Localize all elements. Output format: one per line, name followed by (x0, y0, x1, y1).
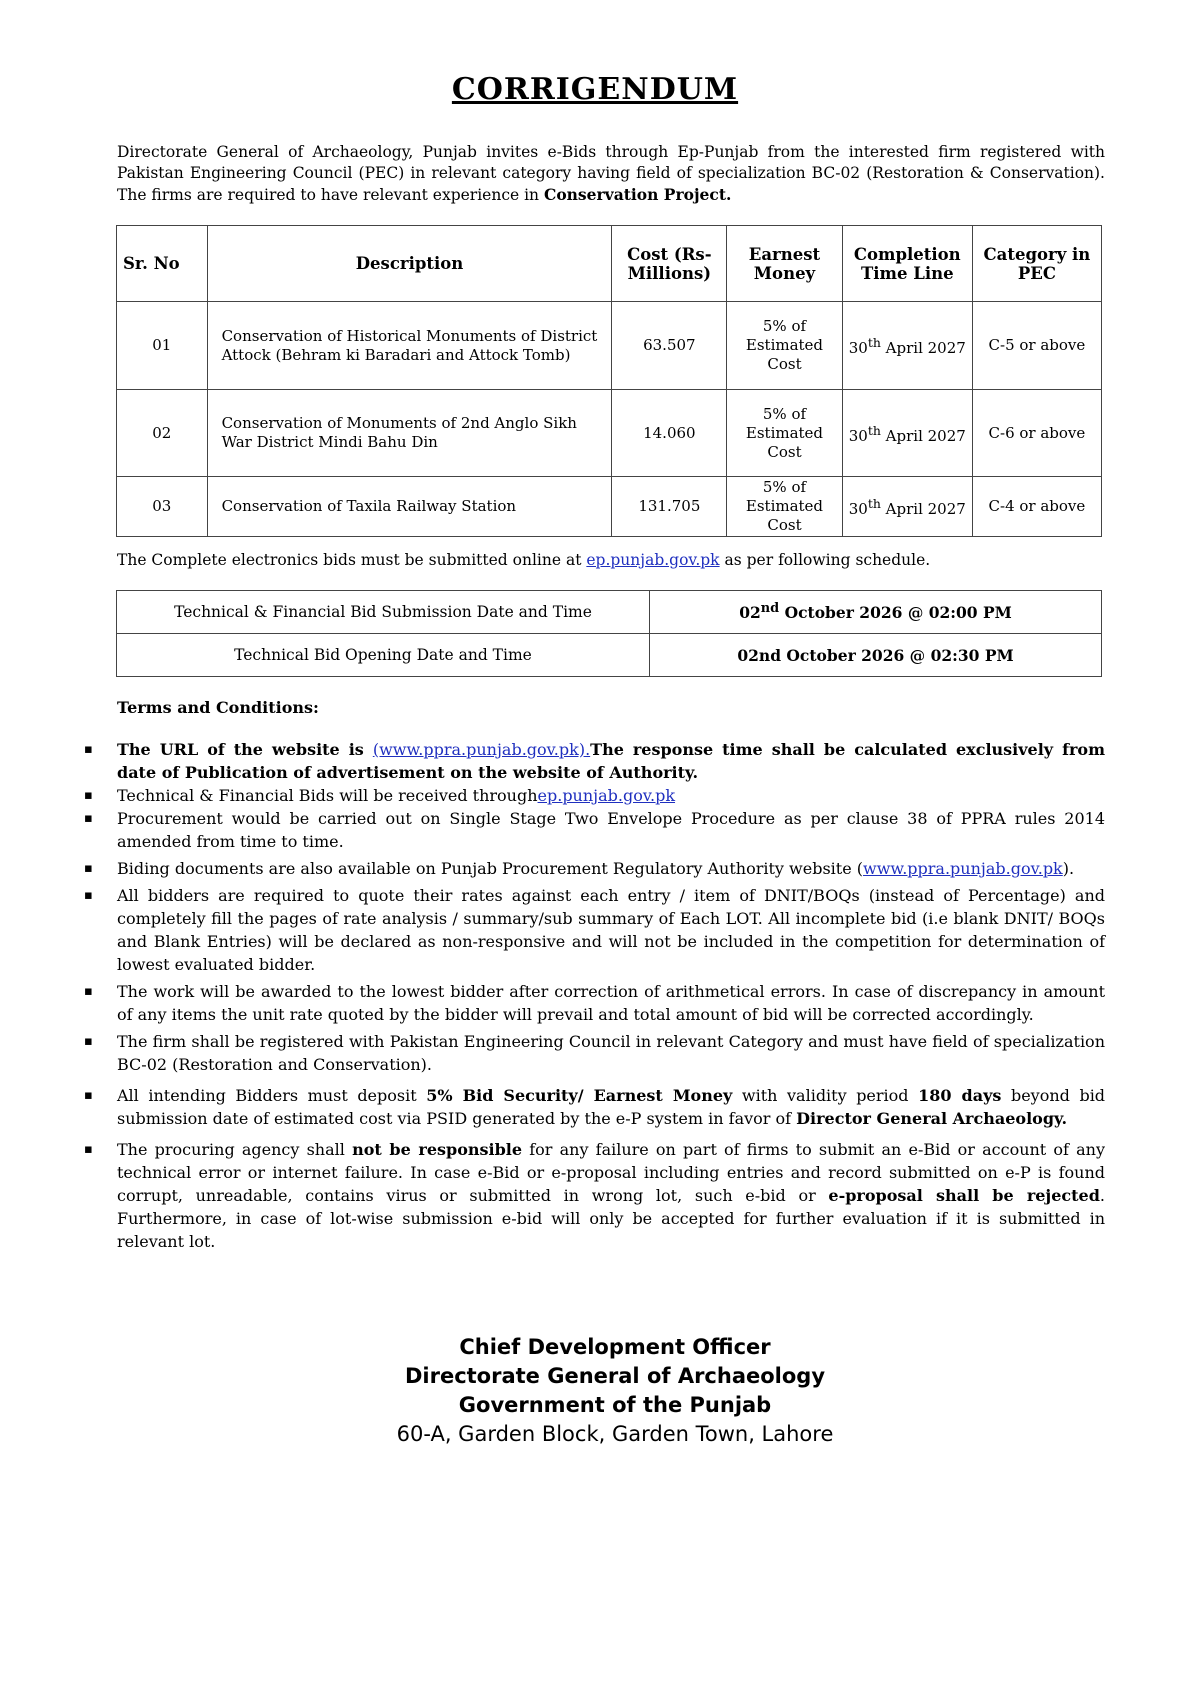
row-earnest: 5% of Estimated Cost (727, 390, 842, 477)
ppra-link[interactable]: www.ppra.punjab.gov.pk (863, 859, 1063, 878)
list-item (117, 1084, 1105, 1130)
opening-value: 02nd October 2026 @ 02:30 PM (650, 634, 1102, 677)
table-row (117, 477, 1102, 537)
timeline-day: 30 (848, 339, 868, 357)
timeline-day-suffix: th (867, 422, 881, 438)
term-text: for any failure on part of firms to submit an e-Bid or account of any technical error or internet failure. In case e-Bid or e-proposal including entries and record submitted on e-P is found corrupt, unreadable, contains virus or submitted in wrong lot, such e-bid or (117, 1140, 1106, 1205)
term-text: All intending Bidders must deposit (117, 1086, 417, 1105)
signature-department: Directorate General of Archaeology (404, 1364, 826, 1388)
submission-day: 02 (739, 603, 761, 623)
list-item: ▪ Procurement would be carried out on Single Stage Two Envelope Procedure as per clause 38 of PPRA rules 2014 amended from time to time. (117, 807, 1105, 853)
row-sr: 02 (117, 390, 208, 477)
works-table (116, 225, 1102, 537)
row-cost: 131.705 (612, 477, 727, 537)
term-bold: 5% Bid Security/ Earnest Money (426, 1086, 733, 1105)
timeline-rest: April 2027 (885, 339, 966, 357)
intro-bold: Conservation Project. (543, 185, 732, 204)
intro-paragraph (117, 142, 1105, 206)
header-cost: Cost (Rs-Millions) (612, 226, 727, 302)
ep-punjab-link[interactable]: ep.punjab.gov.pk (586, 551, 720, 569)
table-row (117, 634, 1102, 677)
submission-rest: October 2026 @ 02:00 PM (784, 603, 1012, 623)
signature-government: Government of the Punjab (458, 1393, 772, 1417)
list-item (117, 857, 1105, 880)
list-item: ▪ The firm shall be registered with Pakistan Engineering Council in relevant Category and must have field of specialization BC-02 (Restoration and Conservation). (117, 1030, 1105, 1076)
document-title: CORRIGENDUM (451, 72, 739, 107)
row-cost: 14.060 (612, 390, 727, 477)
ppra-link[interactable]: (www.ppra.punjab.gov.pk). (372, 740, 591, 759)
timeline-day: 30 (848, 500, 868, 518)
schedule-intro-before: The Complete electronics bids must be submitted online at (117, 551, 582, 569)
term-text: The URL of the website is (117, 740, 364, 759)
table-row (117, 591, 1102, 634)
schedule-table (116, 590, 1102, 677)
header-description: Description (207, 226, 612, 302)
row-description: Conservation of Monuments of 2nd Anglo Sikh War District Mindi Bahu Din (207, 390, 612, 477)
term-bold: Director General Archaeology. (796, 1109, 1068, 1128)
list-item (117, 738, 1105, 784)
timeline-day-suffix: th (867, 335, 881, 350)
row-category: C-5 or above (972, 302, 1101, 390)
row-sr: 03 (117, 477, 208, 537)
submission-value (650, 591, 1102, 634)
term-bold: e-proposal shall be rejected (828, 1186, 1100, 1205)
term-text: beyond bid submission date of estimated cost via PSID generated by the e-P system in favor of (117, 1086, 1106, 1128)
signature-designation: Chief Development Officer (459, 1335, 771, 1359)
timeline-rest: April 2027 (885, 500, 966, 518)
list-item: ▪ All bidders are required to quote their rates against each entry / item of DNIT/BOQs (instead of Percentage) and completely fill the pages of rate analysis / summary/sub summary of Each LOT. All incomplete bid (i.e blank DNIT/ BOQs and Blank Entries) will be declared as non-responsive and will not be included in the competition for determination of lowest evaluated bidder. (117, 884, 1105, 976)
row-description: Conservation of Historical Monuments of District Attock (Behram ki Baradari and Attock Tomb) (207, 302, 612, 390)
row-category: C-6 or above (972, 390, 1101, 477)
list-item (117, 1138, 1105, 1253)
term-bold: not be responsible (352, 1140, 523, 1159)
term-text: ). (1062, 859, 1075, 878)
submission-day-suffix: nd (760, 601, 780, 617)
header-sr-no: Sr. No (117, 226, 208, 302)
term-text: . Furthermore, in case of lot-wise submission e-bid will only be accepted for further evaluation if it is submitted in relevant lot. (117, 1186, 1105, 1251)
submission-label: Technical & Financial Bid Submission Date and Time (117, 591, 650, 634)
header-earnest-money: Earnest Money (727, 226, 842, 302)
schedule-intro-after: as per following schedule. (724, 551, 931, 569)
terms-heading: Terms and Conditions: (117, 698, 319, 717)
row-timeline (842, 302, 972, 390)
timeline-day: 30 (848, 426, 868, 445)
header-completion-timeline: Completion Time Line (842, 226, 972, 302)
intro-text: Directorate General of Archaeology, Punjab invites e-Bids through Ep-Punjab from the interested firm registered with Pakistan Engineering Council (PEC) in relevant category having field of specialization BC-02 (Restoration & Conservation). The firms are required to have relevant experience in (117, 143, 1105, 204)
term-text: The response time shall be calculated exclusively from date of Publication of advertisement on the website of Authority. (117, 740, 1106, 782)
terms-list (117, 738, 1105, 1253)
row-description: Conservation of Taxila Railway Station (207, 477, 612, 537)
timeline-day-suffix: th (867, 496, 881, 511)
works-table-header (117, 226, 1102, 302)
list-item: ▪ The work will be awarded to the lowest bidder after correction of arithmetical errors. In case of discrepancy in amount of any items the unit rate quoted by the bidder will prevail and total amount of bid will be corrected accordingly. (117, 980, 1105, 1026)
term-text: with validity period (741, 1086, 909, 1105)
signature-block (0, 1333, 1190, 1449)
row-sr: 01 (117, 302, 208, 390)
table-row (117, 302, 1102, 390)
term-text: The procuring agency shall (117, 1140, 345, 1159)
term-text: Technical & Financial Bids will be received through (117, 786, 538, 805)
timeline-rest: April 2027 (885, 426, 966, 445)
ep-punjab-link[interactable]: ep.punjab.gov.pk (537, 786, 676, 805)
schedule-intro (117, 551, 930, 569)
header-category-pec: Category in PEC (972, 226, 1101, 302)
table-row (117, 390, 1102, 477)
row-timeline (842, 390, 972, 477)
list-item (117, 784, 1105, 807)
term-text: Biding documents are also available on Punjab Procurement Regulatory Authority website ( (117, 859, 863, 878)
signature-address: 60-A, Garden Block, Garden Town, Lahore (396, 1422, 834, 1446)
row-category: C-4 or above (972, 477, 1101, 537)
row-cost: 63.507 (612, 302, 727, 390)
row-timeline (842, 477, 972, 537)
opening-label: Technical Bid Opening Date and Time (117, 634, 650, 677)
row-earnest: 5% of Estimated Cost (727, 477, 842, 537)
row-earnest: 5% of Estimated Cost (727, 302, 842, 390)
term-bold: 180 days (918, 1086, 1002, 1105)
